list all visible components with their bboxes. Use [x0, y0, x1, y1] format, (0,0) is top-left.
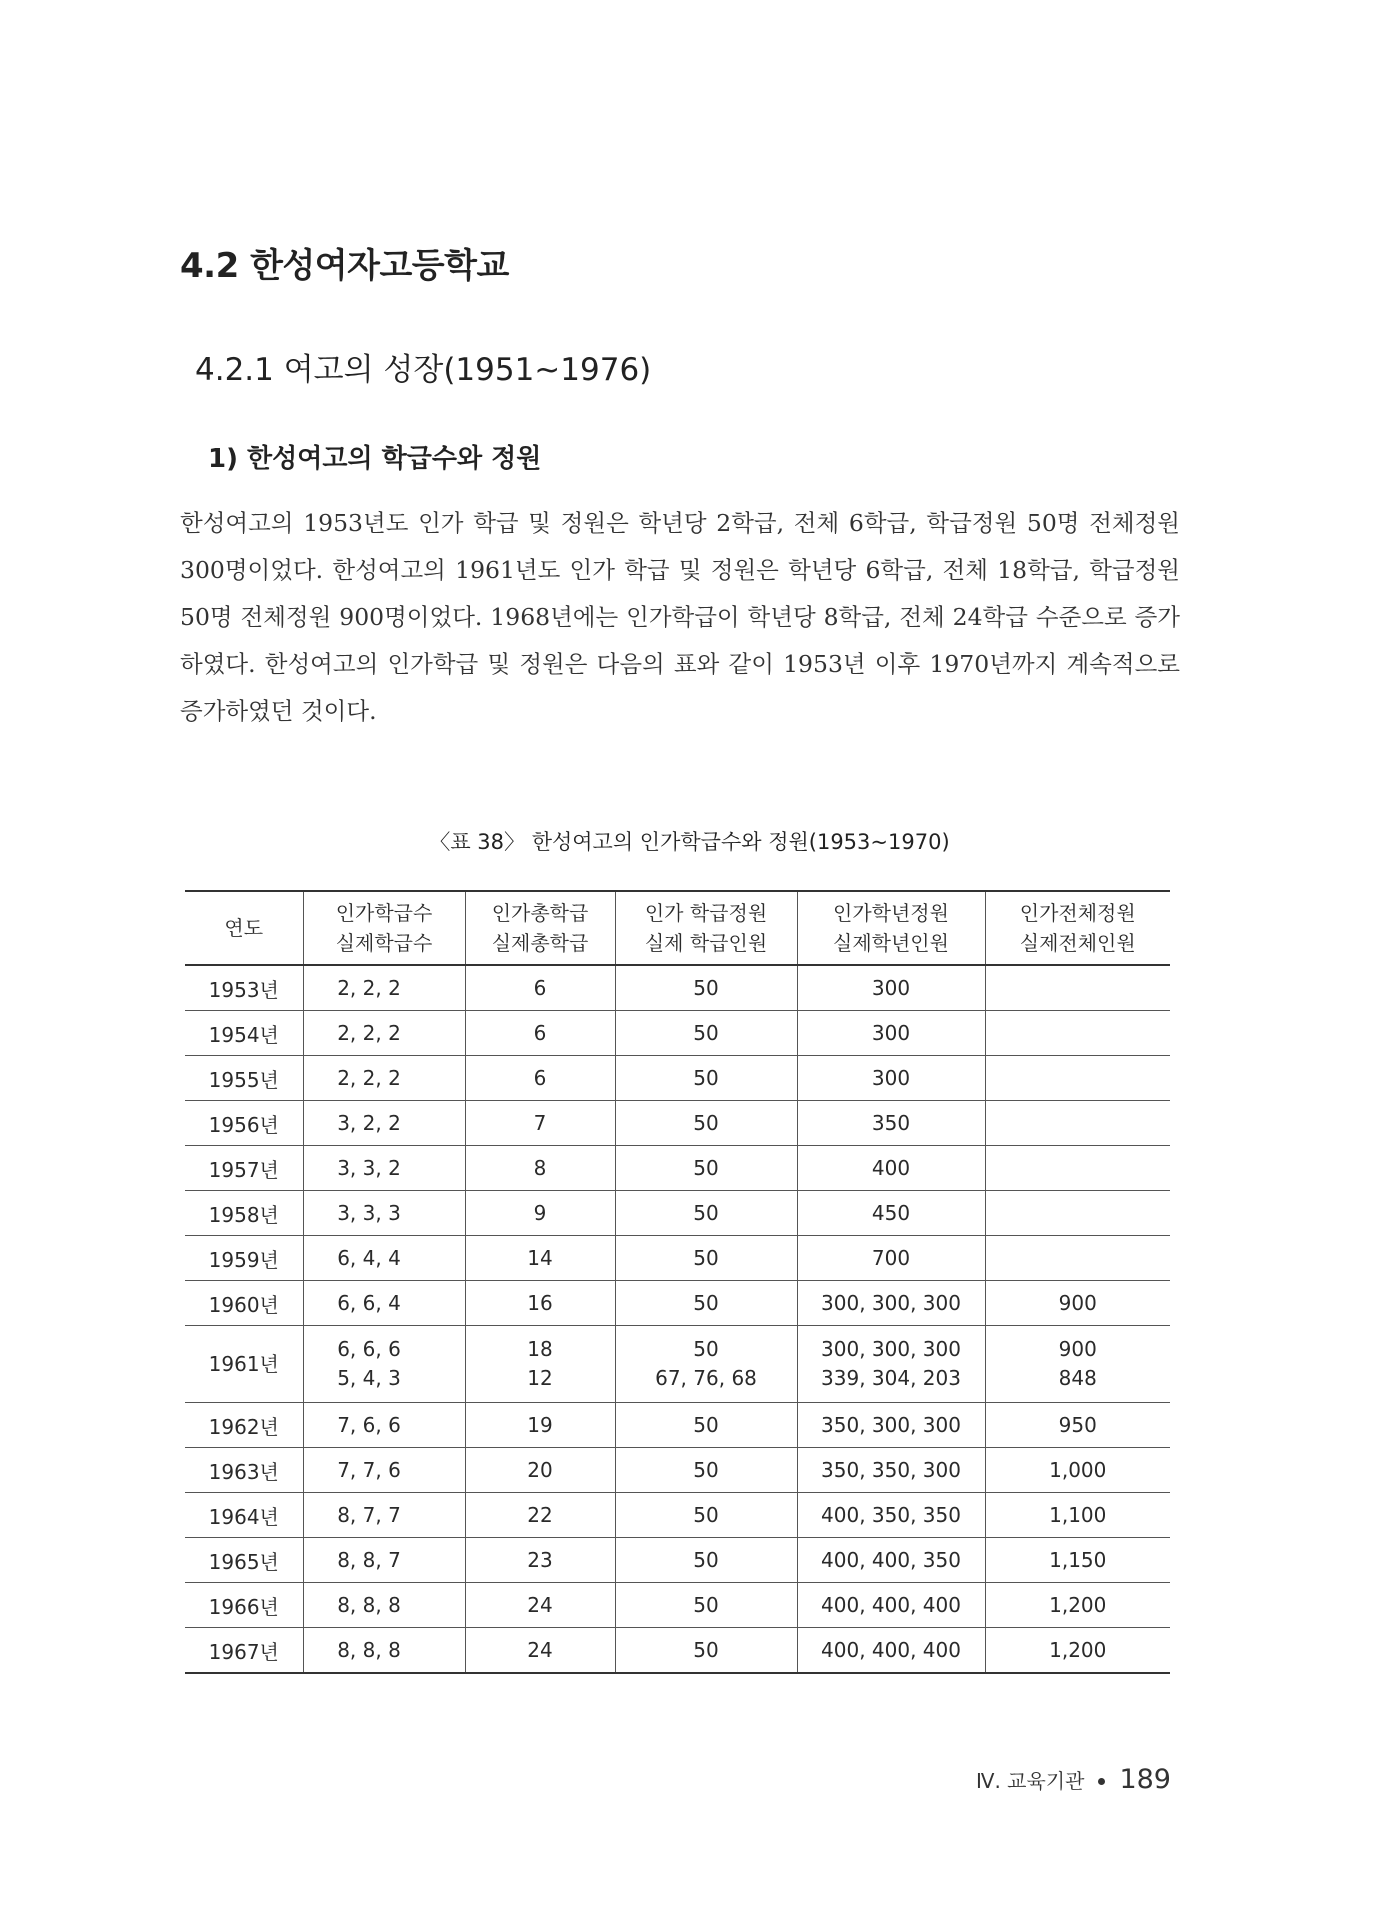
subsection-heading: 4.2.1 여고의 성장(1951~1976)	[195, 352, 652, 388]
cell-year: 1957년	[185, 1146, 303, 1191]
table-row	[185, 1146, 1170, 1191]
cell-capacity: 50	[615, 1146, 797, 1191]
header-overall-capacity: 인가전체정원 실제전체인원	[985, 891, 1170, 965]
cell-total: 24	[465, 1628, 615, 1674]
cell-overall	[985, 1191, 1170, 1236]
table-row	[185, 1326, 1170, 1403]
cell-capacity: 50	[615, 965, 797, 1011]
cell-overall: 950	[985, 1403, 1170, 1448]
bullet-dot-icon	[1098, 1778, 1105, 1785]
cell-total: 22	[465, 1493, 615, 1538]
cell-classes: 2, 2, 2	[303, 1056, 465, 1101]
cell-classes: 8, 7, 7	[303, 1493, 465, 1538]
cell-year: 1956년	[185, 1101, 303, 1146]
cell-year: 1967년	[185, 1628, 303, 1674]
table-row	[185, 965, 1170, 1011]
header-class-capacity: 인가 학급정원 실제 학급인원	[615, 891, 797, 965]
table-row	[185, 1011, 1170, 1056]
cell-capacity: 50 67, 76, 68	[615, 1326, 797, 1403]
cell-total: 8	[465, 1146, 615, 1191]
cell-grade: 350, 300, 300	[797, 1403, 985, 1448]
cell-grade: 400, 400, 400	[797, 1583, 985, 1628]
table-row	[185, 1448, 1170, 1493]
cell-total: 24	[465, 1583, 615, 1628]
cell-classes: 6, 4, 4	[303, 1236, 465, 1281]
cell-classes: 6, 6, 4	[303, 1281, 465, 1326]
cell-total: 9	[465, 1191, 615, 1236]
cell-capacity: 50	[615, 1448, 797, 1493]
table-row	[185, 1538, 1170, 1583]
cell-capacity: 50	[615, 1493, 797, 1538]
cell-year: 1958년	[185, 1191, 303, 1236]
cell-capacity: 50	[615, 1101, 797, 1146]
cell-grade: 300, 300, 300 339, 304, 203	[797, 1326, 985, 1403]
cell-grade: 400, 350, 350	[797, 1493, 985, 1538]
cell-year: 1965년	[185, 1538, 303, 1583]
cell-capacity: 50	[615, 1628, 797, 1674]
cell-classes: 2, 2, 2	[303, 1011, 465, 1056]
section-heading: 4.2 한성여자고등학교	[180, 246, 509, 286]
cell-overall	[985, 1056, 1170, 1101]
cell-overall: 1,100	[985, 1493, 1170, 1538]
cell-grade: 300	[797, 1011, 985, 1056]
cell-classes: 3, 2, 2	[303, 1101, 465, 1146]
cell-grade: 350	[797, 1101, 985, 1146]
cell-total: 20	[465, 1448, 615, 1493]
cell-overall	[985, 1011, 1170, 1056]
enrollment-table	[185, 890, 1170, 1674]
cell-grade: 450	[797, 1191, 985, 1236]
cell-capacity: 50	[615, 1011, 797, 1056]
cell-grade: 700	[797, 1236, 985, 1281]
cell-overall	[985, 1101, 1170, 1146]
header-classes: 인가학급수 실제학급수	[303, 891, 465, 965]
cell-capacity: 50	[615, 1538, 797, 1583]
cell-capacity: 50	[615, 1191, 797, 1236]
cell-total: 23	[465, 1538, 615, 1583]
table-row	[185, 1101, 1170, 1146]
cell-year: 1960년	[185, 1281, 303, 1326]
table-header-row	[185, 891, 1170, 965]
cell-classes: 8, 8, 8	[303, 1583, 465, 1628]
cell-capacity: 50	[615, 1056, 797, 1101]
cell-grade: 400, 400, 350	[797, 1538, 985, 1583]
header-year: 연도	[185, 891, 303, 965]
cell-total: 6	[465, 965, 615, 1011]
cell-grade: 300, 300, 300	[797, 1281, 985, 1326]
cell-grade: 400, 400, 400	[797, 1628, 985, 1674]
cell-total: 16	[465, 1281, 615, 1326]
cell-year: 1959년	[185, 1236, 303, 1281]
body-paragraph: 한성여고의 1953년도 인가 학급 및 정원은 학년당 2학급, 전체 6학급, 학급정원 50명 전체정원 300명이었다. 한성여고의 1961년도 인가 학급 및 정원은 학년당 6학급, 전체 18학급, 학급정원 50명 전체정원 900명이었다. 1968년에는 인가학급이 학년당 8학급, 전체 24학급 수준으로 증가하였다. 한성여고의 인가학급 및 정원은 다음의 표와 같이 1953년 이후 1970년까지 계속적으로 증가하였던 것이다.	[180, 509, 1180, 725]
table-caption: 〈표 38〉 한성여고의 인가학급수와 정원(1953~1970)	[429, 830, 950, 854]
cell-classes: 2, 2, 2	[303, 965, 465, 1011]
table-row	[185, 1403, 1170, 1448]
page-footer	[976, 1764, 1171, 1795]
cell-total: 18 12	[465, 1326, 615, 1403]
cell-classes: 6, 6, 6 5, 4, 3	[303, 1326, 465, 1403]
cell-overall: 1,150	[985, 1538, 1170, 1583]
cell-year: 1954년	[185, 1011, 303, 1056]
cell-grade: 300	[797, 965, 985, 1011]
cell-total: 7	[465, 1101, 615, 1146]
table-row	[185, 1583, 1170, 1628]
cell-total: 6	[465, 1011, 615, 1056]
header-grade-capacity: 인가학년정원 실제학년인원	[797, 891, 985, 965]
cell-classes: 7, 6, 6	[303, 1403, 465, 1448]
cell-year: 1953년	[185, 965, 303, 1011]
cell-grade: 350, 350, 300	[797, 1448, 985, 1493]
cell-classes: 3, 3, 3	[303, 1191, 465, 1236]
cell-total: 19	[465, 1403, 615, 1448]
cell-overall: 900 848	[985, 1326, 1170, 1403]
cell-overall: 1,200	[985, 1583, 1170, 1628]
cell-capacity: 50	[615, 1281, 797, 1326]
cell-total: 6	[465, 1056, 615, 1101]
cell-overall: 1,200	[985, 1628, 1170, 1674]
cell-capacity: 50	[615, 1236, 797, 1281]
cell-year: 1961년	[185, 1326, 303, 1403]
cell-year: 1966년	[185, 1583, 303, 1628]
table-row	[185, 1191, 1170, 1236]
cell-overall: 1,000	[985, 1448, 1170, 1493]
cell-total: 14	[465, 1236, 615, 1281]
chapter-label: Ⅳ. 교육기관	[976, 1769, 1085, 1793]
cell-year: 1963년	[185, 1448, 303, 1493]
cell-capacity: 50	[615, 1583, 797, 1628]
cell-capacity: 50	[615, 1403, 797, 1448]
sub-heading: 1) 한성여고의 학급수와 정원	[208, 444, 542, 474]
cell-year: 1955년	[185, 1056, 303, 1101]
table-row	[185, 1281, 1170, 1326]
cell-classes: 3, 3, 2	[303, 1146, 465, 1191]
cell-classes: 7, 7, 6	[303, 1448, 465, 1493]
cell-classes: 8, 8, 8	[303, 1628, 465, 1674]
cell-overall	[985, 1146, 1170, 1191]
table-row	[185, 1628, 1170, 1674]
table-row	[185, 1493, 1170, 1538]
cell-overall	[985, 1236, 1170, 1281]
table-row	[185, 1056, 1170, 1101]
table-row	[185, 1236, 1170, 1281]
header-total-classes: 인가총학급 실제총학급	[465, 891, 615, 965]
cell-grade: 300	[797, 1056, 985, 1101]
cell-overall: 900	[985, 1281, 1170, 1326]
cell-classes: 8, 8, 7	[303, 1538, 465, 1583]
page-number: 189	[1119, 1764, 1171, 1795]
cell-overall	[985, 965, 1170, 1011]
cell-year: 1964년	[185, 1493, 303, 1538]
cell-grade: 400	[797, 1146, 985, 1191]
cell-year: 1962년	[185, 1403, 303, 1448]
